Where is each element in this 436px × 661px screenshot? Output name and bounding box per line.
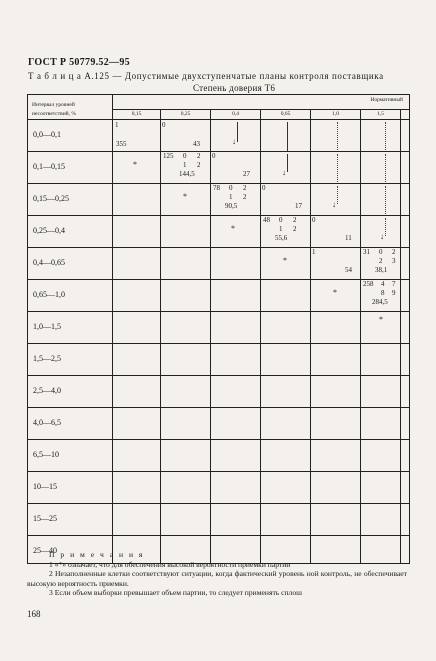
- plan-cell: [361, 216, 401, 248]
- table-row: [28, 184, 410, 216]
- asterisk-icon: *: [379, 315, 383, 324]
- plan-cell: 0 17: [261, 184, 311, 216]
- note-2: 2 Незаполненные клетки соответствуют ситуации, когда фактический уровень ной контроль, не обеспечивает высокую вероятность приемки.: [27, 569, 407, 588]
- plan-cell: 1 54: [311, 248, 361, 280]
- plan-cell: [261, 120, 311, 152]
- plan-cell: 31 0 2 2 3 38,1: [361, 248, 401, 280]
- plan-cell: 125 0 2 1 2 144,5: [161, 152, 211, 184]
- table-row: [28, 504, 410, 536]
- plan-cell: [261, 248, 311, 280]
- table-row: [28, 408, 410, 440]
- table-row: [28, 344, 410, 376]
- plan-cell: [261, 152, 311, 184]
- plan-cell: [113, 152, 161, 184]
- asterisk-icon: *: [283, 256, 287, 265]
- row-label: 4,0—6,5: [28, 408, 113, 440]
- down-arrow-icon: ↓: [332, 200, 336, 209]
- notes-block: [27, 550, 407, 598]
- plan-cell: [211, 216, 261, 248]
- row-label: 1,0—1,5: [28, 312, 113, 344]
- row-label: 0,4—0,65: [28, 248, 113, 280]
- plan-cell: 0 27: [211, 152, 261, 184]
- column-header-1-0: 1,0: [311, 109, 361, 119]
- table-row: [28, 248, 410, 280]
- note-1: 1 «*» означает, что для обеспечения высокой вероятности приемки партии: [49, 559, 291, 569]
- down-arrow-icon: ↓: [282, 168, 286, 177]
- row-label: 15—25: [28, 504, 113, 536]
- table-row: [28, 472, 410, 504]
- document-code: ГОСТ Р 50779.52—95: [28, 57, 130, 68]
- column-header-interval: Интервал уровней несоответствий, %: [28, 95, 113, 120]
- table-row: [28, 376, 410, 408]
- plan-cell: [361, 120, 401, 152]
- plan-cell: [311, 152, 361, 184]
- row-label: 0,15—0,25: [28, 184, 113, 216]
- acceptance-plan-table: [27, 94, 410, 564]
- plan-cell: [361, 184, 401, 216]
- row-label: 0,0—0,1: [28, 120, 113, 152]
- table-title: Т а б л и ц а А.125 — Допустимые двухступенчатые планы контроля поставщика: [28, 71, 384, 81]
- plan-cell: 0 43: [161, 120, 211, 152]
- asterisk-icon: *: [231, 224, 235, 233]
- plan-cell: 48 0 2 1 2 55,6: [261, 216, 311, 248]
- note-3: 3 Если объем выборки превышает объем партии, то следует применять сплош: [49, 588, 302, 597]
- column-header-1-5: 1,5: [361, 109, 401, 119]
- table-row: [28, 216, 410, 248]
- table-subtitle: Степень доверия Т6: [193, 83, 276, 93]
- row-label: 0,1—0,15: [28, 152, 113, 184]
- column-header-0-25: 0,25: [161, 109, 211, 119]
- row-label: 0,65—1,0: [28, 280, 113, 312]
- column-header-extra: [401, 109, 410, 119]
- row-label: 6,5—10: [28, 440, 113, 472]
- notes-heading: П р и м е ч а н и я: [49, 550, 145, 559]
- column-header-0-4: 0,4: [211, 109, 261, 119]
- asterisk-icon: *: [133, 160, 137, 169]
- plan-cell: [161, 184, 211, 216]
- column-header-0-65: 0,65: [261, 109, 311, 119]
- row-label: 0,25—0,4: [28, 216, 113, 248]
- plan-cell: [211, 120, 261, 152]
- plan-cell: 78 0 2 1 2 90,5: [211, 184, 261, 216]
- table-row: [28, 440, 410, 472]
- plan-cell: [311, 184, 361, 216]
- row-label: 1,5—2,5: [28, 344, 113, 376]
- plan-cell: 1 355: [113, 120, 161, 152]
- plan-cell: [311, 120, 361, 152]
- plan-cell: [361, 312, 401, 344]
- table-row: [28, 152, 410, 184]
- asterisk-icon: *: [183, 192, 187, 201]
- asterisk-icon: *: [333, 288, 337, 297]
- column-header-0-15: 0,15: [113, 109, 161, 119]
- plan-cell: [361, 152, 401, 184]
- down-arrow-icon: ↓: [232, 137, 236, 146]
- row-label: 10—15: [28, 472, 113, 504]
- row-label: 2,5—4,0: [28, 376, 113, 408]
- row-label: 25—40: [28, 536, 113, 564]
- plan-cell: [311, 280, 361, 312]
- plan-cell: 0 11: [311, 216, 361, 248]
- table-row: [28, 312, 410, 344]
- down-arrow-icon: ↓: [380, 232, 384, 241]
- group-header-normative: Нормативный: [113, 95, 410, 110]
- table-row: [28, 120, 410, 152]
- table-row: [28, 280, 410, 312]
- plan-cell: 258 4 7 8 9 284,5: [361, 280, 401, 312]
- page-number: 168: [27, 609, 41, 619]
